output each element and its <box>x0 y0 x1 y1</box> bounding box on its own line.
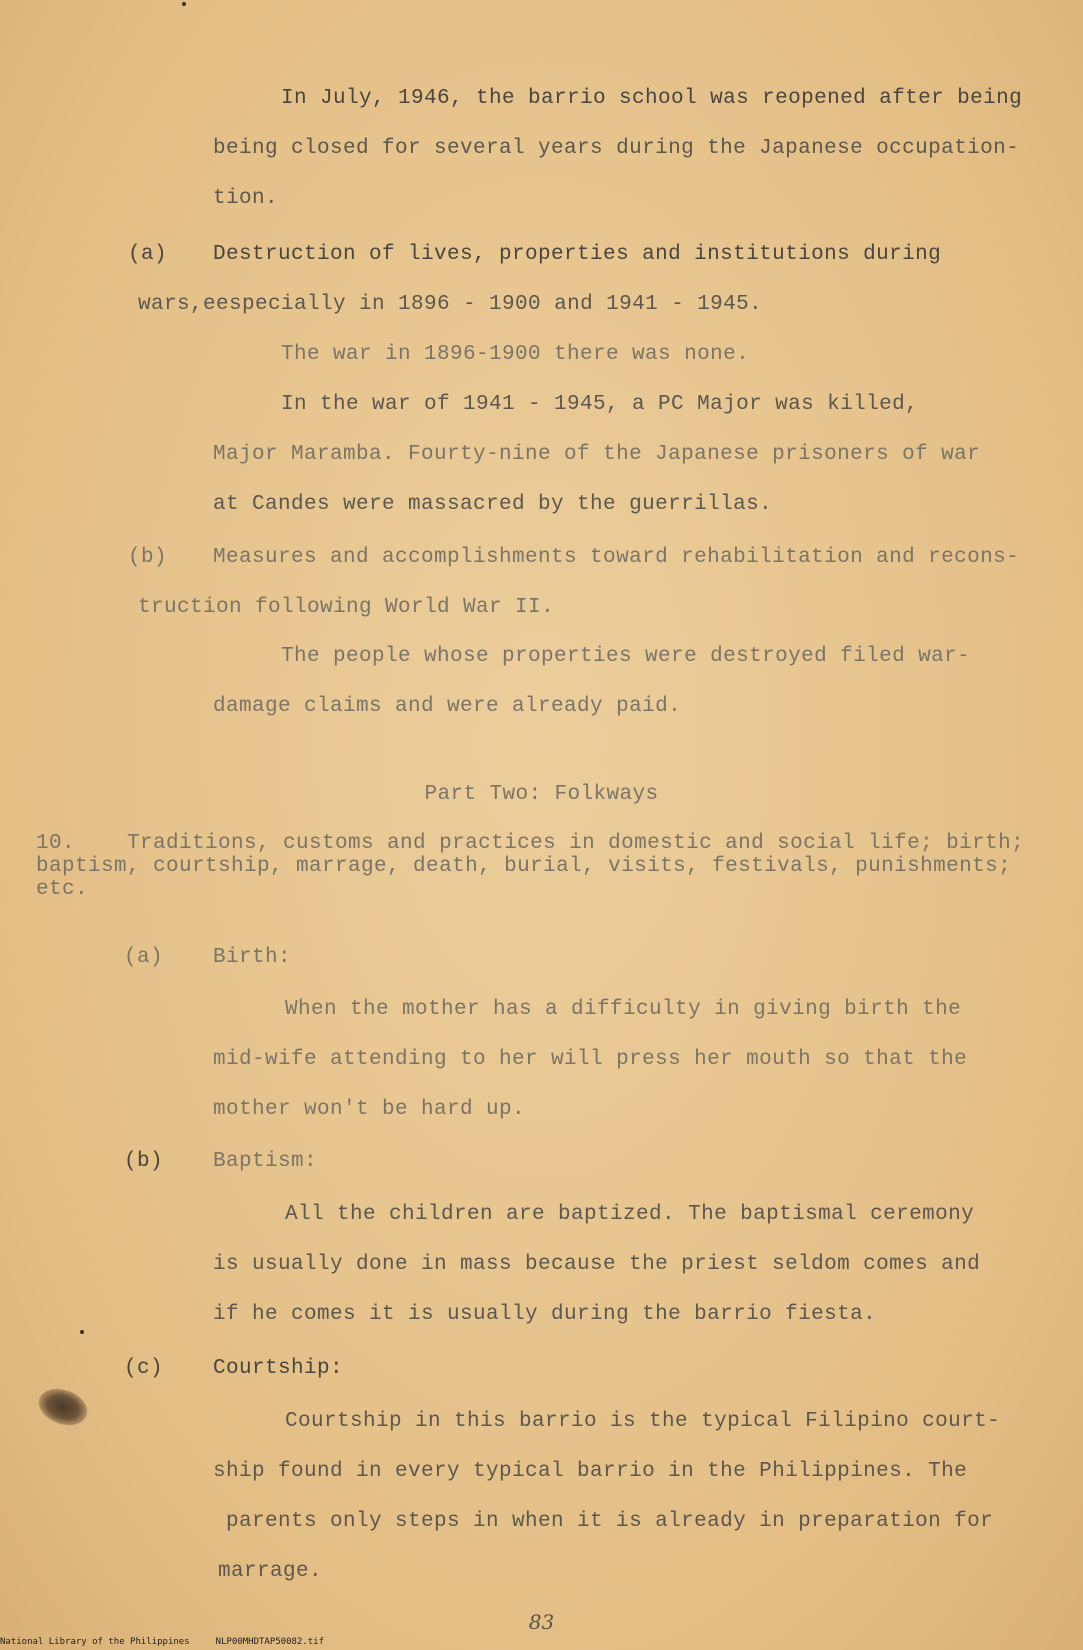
section-heading: Part Two: Folkways <box>424 783 659 806</box>
text-line: Courtship in this barrio is the typical Filipino court- <box>285 1410 1001 1433</box>
footer-library: National Library of the Philippines <box>0 1637 190 1647</box>
page-number: 83 <box>528 1610 555 1634</box>
text-line: parents only steps in when it is already in preparation for <box>226 1510 994 1533</box>
text-line: mother won't be hard up. <box>213 1098 526 1121</box>
text-line: if he comes it is usually during the barrio fiesta. <box>213 1303 877 1326</box>
text-line: The war in 1896-1900 there was none. <box>281 343 750 366</box>
text-line: is usually done in mass because the priest seldom comes and <box>213 1253 981 1276</box>
text-line: Destruction of lives, properties and institutions during <box>213 243 942 266</box>
text-line: wars,eespecially in 1896 - 1900 and 1941 - 1945. <box>138 293 763 316</box>
text-line: marrage. <box>218 1560 323 1583</box>
text-line: damage claims and were already paid. <box>213 695 682 718</box>
ink-speck <box>80 1330 84 1334</box>
text-line: baptism, courtship, marrage, death, burial, visits, festivals, punishments; <box>36 855 1012 878</box>
text-line: ship found in every typical barrio in the Philippines. The <box>213 1460 968 1483</box>
footer-file-id: NLP00MHDTAP50082.tif <box>215 1637 325 1647</box>
item-marker: (b) <box>124 1150 164 1173</box>
text-line: When the mother has a difficulty in giving birth the <box>285 998 962 1021</box>
ink-speck <box>182 2 186 6</box>
item-marker: (b) <box>128 546 168 569</box>
text-line: Major Maramba. Fourty-nine of the Japanese prisoners of war <box>213 443 981 466</box>
item-marker: (a) <box>124 946 164 969</box>
text-line: mid-wife attending to her will press her mouth so that the <box>213 1048 968 1071</box>
text-line: tion. <box>213 187 279 210</box>
text-line: being closed for several years during the Japanese occupation- <box>213 137 1020 160</box>
text-line: Measures and accomplishments toward rehabilitation and recons- <box>213 546 1020 569</box>
subheading: Birth: <box>213 946 292 969</box>
ink-stain <box>34 1382 93 1431</box>
text-line: In July, 1946, the barrio school was reopened after being <box>281 87 1023 110</box>
text-line: The people whose properties were destroyed filed war- <box>281 645 971 668</box>
item-marker: (c) <box>124 1357 164 1380</box>
footer <box>0 1637 350 1648</box>
subheading: Courtship: <box>213 1357 344 1380</box>
text-line: etc. <box>36 878 89 901</box>
subheading: Baptism: <box>213 1150 318 1173</box>
item-marker: (a) <box>128 243 168 266</box>
text-line: 10. Traditions, customs and practices in domestic and social life; birth; <box>36 832 1025 855</box>
text-line: In the war of 1941 - 1945, a PC Major was killed, <box>281 393 919 416</box>
text-line: at Candes were massacred by the guerrillas. <box>213 493 773 516</box>
text-line: All the children are baptized. The baptismal ceremony <box>285 1203 975 1226</box>
text-line: truction following World War II. <box>138 596 555 619</box>
